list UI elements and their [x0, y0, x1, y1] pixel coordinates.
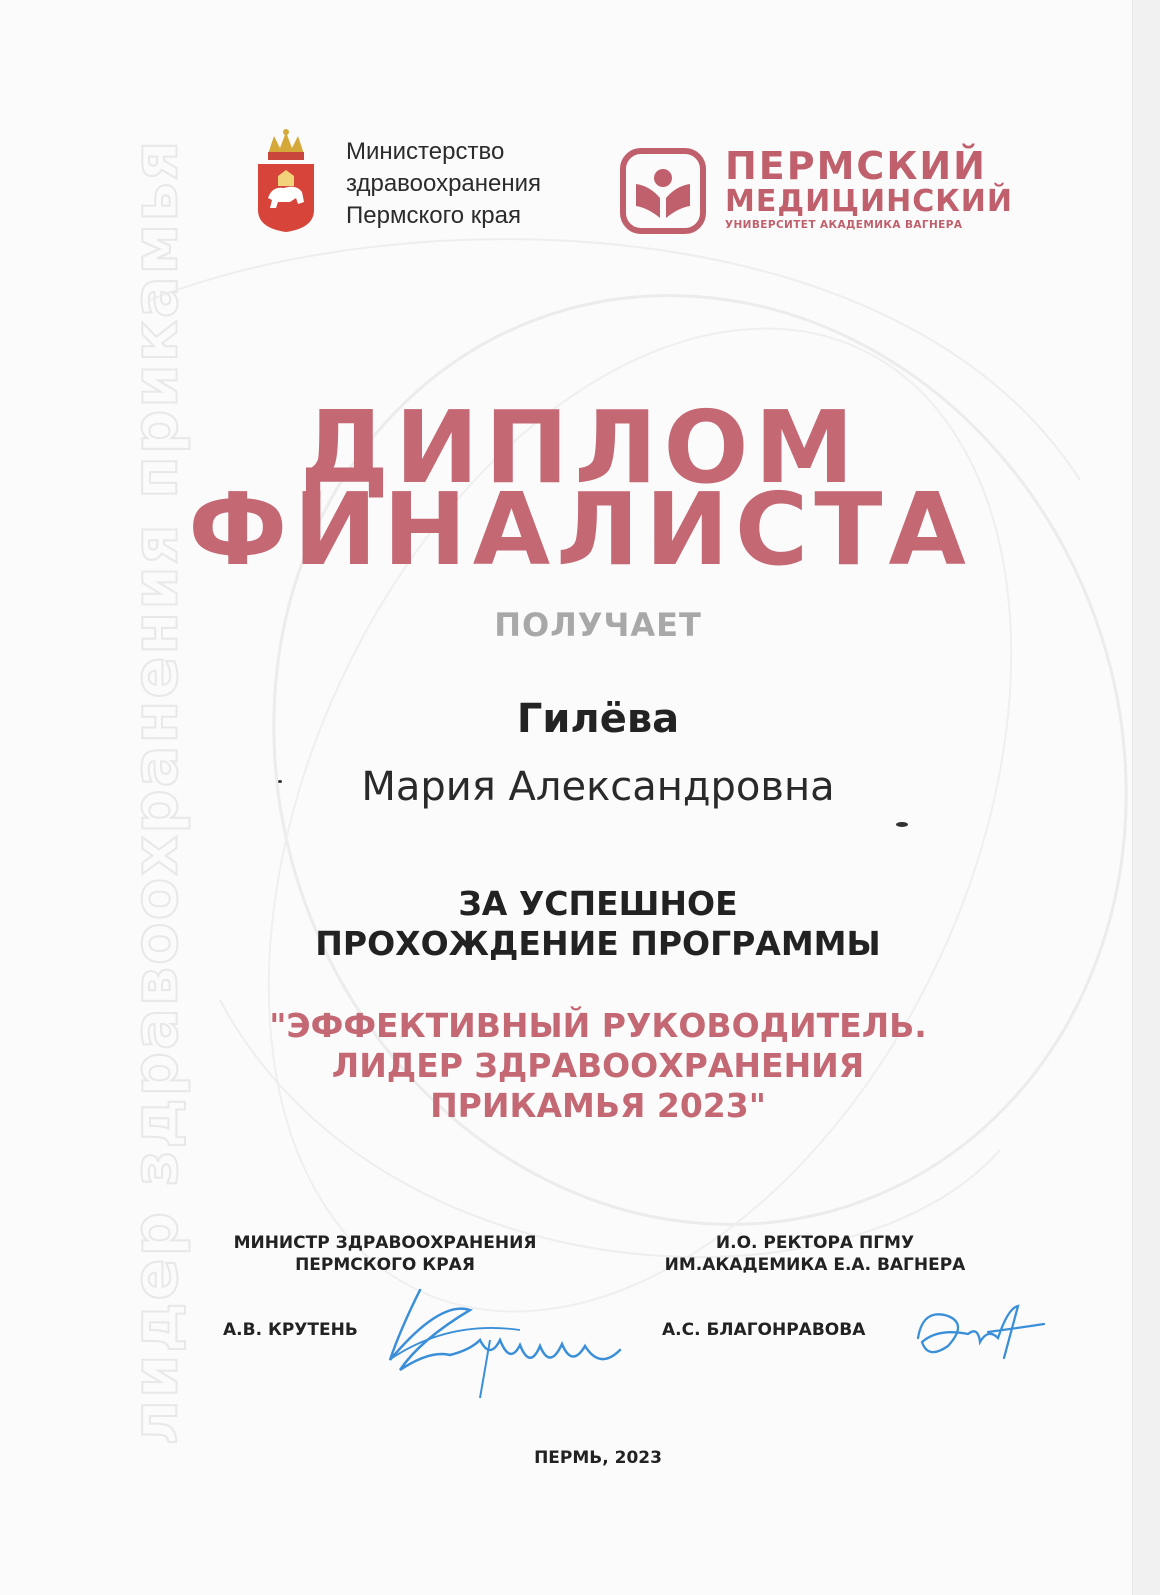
receives-label: ПОЛУЧАЕТ	[494, 606, 702, 644]
award-reason	[0, 884, 1160, 964]
left-signatory-role	[220, 1232, 550, 1276]
ministry-line: здравоохранения	[346, 170, 542, 197]
scan-speck	[278, 780, 282, 783]
left-signature	[380, 1280, 640, 1400]
recipient-surname: Гилёва	[516, 696, 680, 742]
role-line: И.О. РЕКТОРА ПГМУ	[715, 1233, 915, 1253]
place-and-date: ПЕРМЬ, 2023	[534, 1448, 662, 1468]
right-signatory-role	[650, 1232, 980, 1276]
recipient-given-names: Мария Александровна	[361, 764, 835, 810]
university-name	[725, 146, 1013, 232]
ministry-line: Пермского края	[346, 202, 521, 229]
left-signatory-name: А.В. КРУТЕНЬ	[223, 1320, 358, 1340]
award-reason-line: ЗА УСПЕШНОЕ	[458, 884, 738, 923]
role-line: ПЕРМСКОГО КРАЯ	[295, 1255, 475, 1275]
university-logo-icon	[620, 148, 706, 234]
ministry-line: Министерство	[346, 138, 505, 165]
role-line: ИМ.АКАДЕМИКА Е.А. ВАГНЕРА	[664, 1255, 966, 1275]
right-signatory-name: А.С. БЛАГОНРАВОВА	[662, 1320, 866, 1340]
diploma-title-line1: ДИПЛОМ	[299, 389, 861, 506]
program-name-line: ЛИДЕР ЗДРАВООХРАНЕНИЯ	[331, 1046, 865, 1085]
diploma-title-line2: ФИНАЛИСТА	[188, 471, 972, 588]
program-name	[0, 1006, 1160, 1126]
role-line: МИНИСТР ЗДРАВООХРАНЕНИЯ	[233, 1233, 537, 1253]
right-signature	[908, 1298, 1048, 1368]
program-name-line: "ЭФФЕКТИВНЫЙ РУКОВОДИТЕЛЬ.	[269, 1006, 927, 1045]
ministry-name	[346, 136, 541, 232]
award-reason-line: ПРОХОЖДЕНИЕ ПРОГРАММЫ	[315, 924, 881, 963]
university-name-line2: МЕДИЦИНСКИЙ	[725, 184, 1013, 219]
university-name-line3: УНИВЕРСИТЕТ АКАДЕМИКА ВАГНЕРА	[725, 219, 963, 231]
side-watermark: лидер здравоохранения прикамья	[118, 138, 192, 1446]
program-name-line: ПРИКАМЬЯ 2023"	[430, 1086, 766, 1125]
perm-coat-of-arms-icon	[256, 128, 316, 234]
university-name-line1: ПЕРМСКИЙ	[725, 144, 987, 188]
scan-speck	[896, 822, 908, 827]
